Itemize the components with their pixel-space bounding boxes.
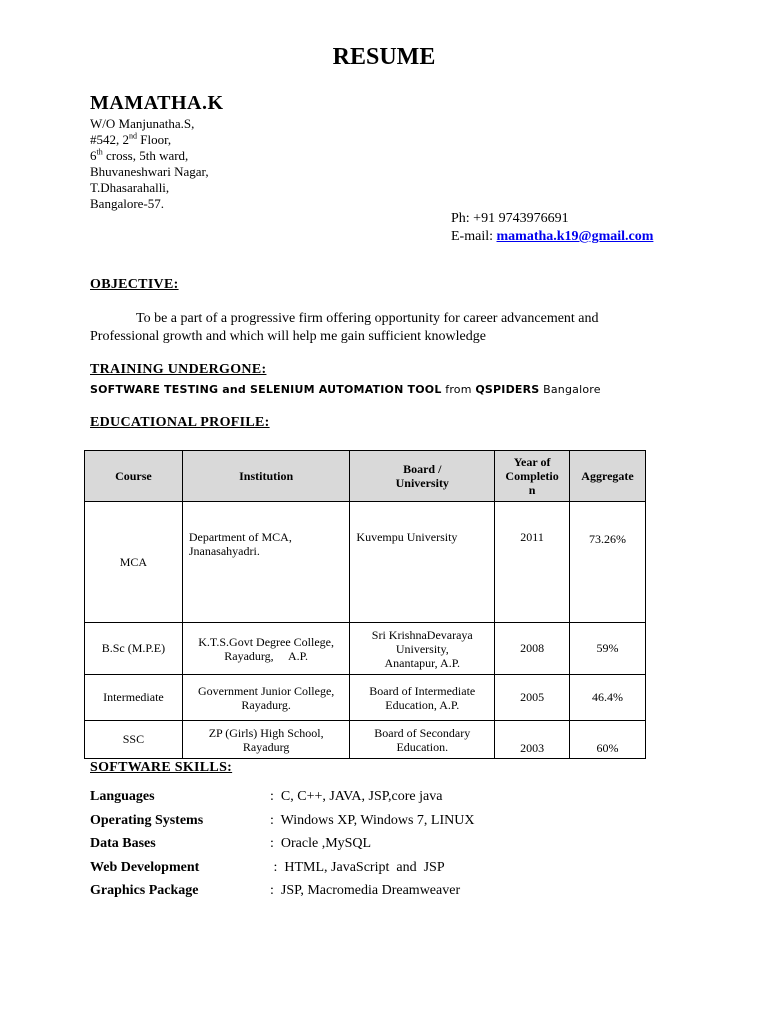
aggregate-cell: 59% — [570, 623, 646, 675]
education-heading: EDUCATIONAL PROFILE: — [90, 415, 270, 430]
board-cell: Kuvempu University — [350, 502, 495, 623]
skill-label: Data Bases — [90, 836, 156, 852]
table-row — [85, 623, 646, 675]
skill-value: : Oracle ,MySQL — [270, 836, 372, 852]
phone-number: Ph: +91 9743976691 — [451, 211, 569, 226]
institution-cell: Government Junior College, Rayadurg. — [182, 675, 350, 721]
training-institute: QSPIDERS — [475, 383, 540, 396]
skill-value: : JSP, Macromedia Dreamweaver — [270, 883, 461, 899]
objective-text — [90, 310, 670, 346]
header-institution: Institution — [182, 451, 350, 502]
institution-cell: Department of MCA, Jnanasahyadri. — [182, 502, 350, 623]
table-header-row — [85, 451, 646, 502]
training-heading: TRAINING UNDERGONE: — [90, 362, 267, 377]
email-label: E-mail: — [451, 229, 497, 244]
address-line: W/O Manjunatha.S, — [90, 116, 195, 131]
header-course: Course — [85, 451, 183, 502]
aggregate-cell: 60% — [570, 721, 646, 759]
address-line: T.Dhasarahalli, — [90, 180, 170, 195]
objective-line: To be a part of a progressive firm offering opportunity for career advancement and — [136, 311, 599, 326]
skills-heading: SOFTWARE SKILLS: — [90, 760, 233, 775]
skill-value: : Windows XP, Windows 7, LINUX — [270, 812, 475, 828]
aggregate-cell: 46.4% — [570, 675, 646, 721]
address-line: 6th cross, 5th ward, — [90, 147, 189, 163]
email-line — [451, 228, 653, 246]
course-cell: MCA — [85, 502, 183, 623]
address-line: Bhuvaneshwari Nagar, — [90, 164, 209, 179]
objective-heading: OBJECTIVE: — [90, 277, 179, 292]
table-row — [85, 721, 646, 759]
address-block — [90, 116, 209, 212]
email-link[interactable]: mamatha.k19@gmail.com — [496, 229, 654, 244]
institution-cell: K.T.S.Govt Degree College, Rayadurg, A.P. — [182, 623, 350, 675]
board-cell: Board of Secondary Education. — [350, 721, 495, 759]
education-table — [84, 450, 646, 759]
course-cell: B.Sc (M.P.E) — [85, 623, 183, 675]
skill-label: Languages — [90, 789, 155, 804]
header-year: Year of Completio n — [495, 451, 570, 502]
skill-label: Web Development — [90, 859, 200, 875]
objective-line: Professional growth and which will help me gain sufficient knowledge — [90, 329, 486, 344]
skill-value: : C, C++, JAVA, JSP,core java — [270, 789, 443, 804]
year-cell: 2011 — [495, 502, 570, 623]
candidate-name: MAMATHA.K — [90, 92, 224, 114]
aggregate-cell: 73.26% — [570, 502, 646, 623]
table-row — [85, 502, 646, 623]
board-cell: Sri KrishnaDevaraya University, Anantapur, A.P. — [350, 623, 495, 675]
course-cell: SSC — [85, 721, 183, 759]
year-cell: 2003 — [495, 721, 570, 759]
training-course: SOFTWARE TESTING and SELENIUM AUTOMATION TOOL — [90, 383, 442, 396]
skill-label: Graphics Package — [90, 883, 199, 899]
year-cell: 2005 — [495, 675, 570, 721]
skill-label: Operating Systems — [90, 812, 204, 828]
address-line: Bangalore-57. — [90, 196, 165, 211]
skill-value: : HTML, JavaScript and JSP — [270, 859, 445, 875]
institution-cell: ZP (Girls) High School, Rayadurg — [182, 721, 350, 759]
address-line: #542, 2nd Floor, — [90, 131, 172, 147]
resume-title: RESUME — [332, 44, 436, 70]
training-details: SOFTWARE TESTING and SELENIUM AUTOMATION TOOL from QSPIDERS Bangalore — [90, 383, 601, 396]
year-cell: 2008 — [495, 623, 570, 675]
board-cell: Board of Intermediate Education, A.P. — [350, 675, 495, 721]
contact-block — [451, 210, 653, 246]
header-aggregate: Aggregate — [570, 451, 646, 502]
course-cell: Intermediate — [85, 675, 183, 721]
header-board: Board / University — [350, 451, 495, 502]
table-row — [85, 675, 646, 721]
